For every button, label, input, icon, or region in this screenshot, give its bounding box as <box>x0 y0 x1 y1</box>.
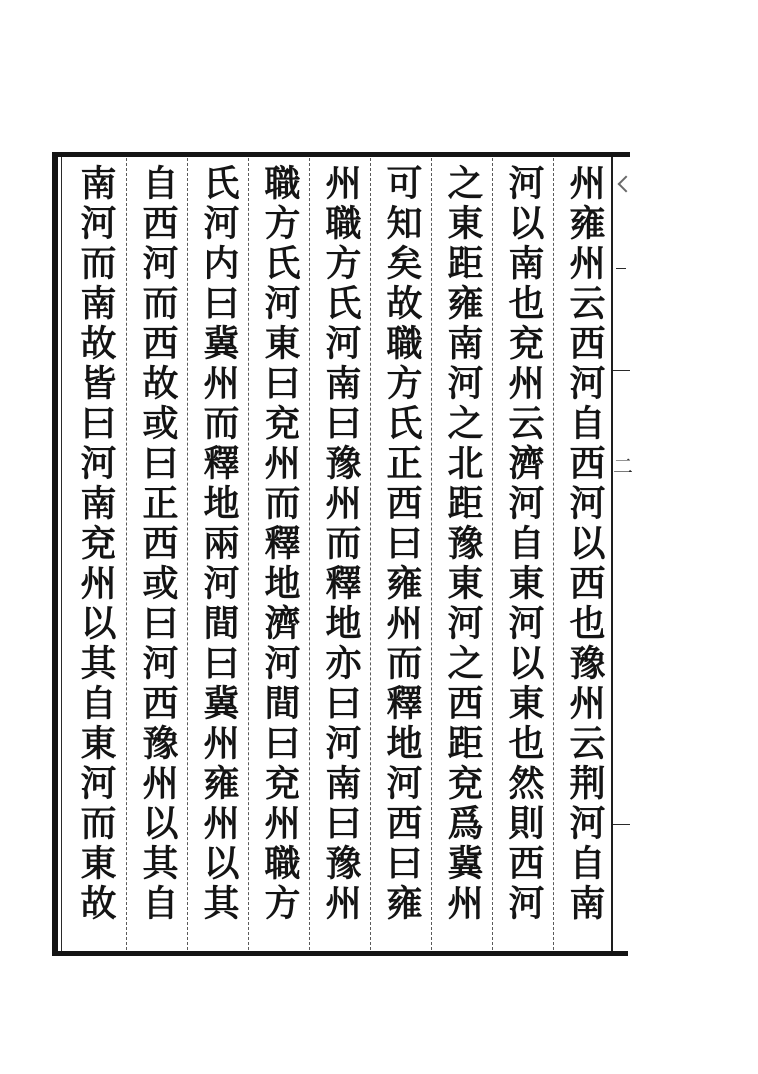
column-divider <box>492 158 493 950</box>
text-column-6: 職方氏河東曰兗州而釋地濟河間曰兗州職方 <box>259 164 301 924</box>
margin-corner-mark <box>618 176 635 193</box>
text-column-5: 州職方氏河南曰豫州而釋地亦曰河南曰豫州 <box>320 164 362 924</box>
margin-rule-upper <box>613 370 630 371</box>
column-divider <box>553 158 554 950</box>
margin-page-number: 二 <box>613 454 633 478</box>
text-column-9: 南河而南故皆曰河南兗州以其自東河而東故 <box>75 164 117 924</box>
frame-left-inner-rule <box>61 157 62 951</box>
text-column-2: 河以南也兗州云濟河自東河以東也然則西河 <box>503 164 545 924</box>
frame-top-border <box>52 152 630 157</box>
frame-left-border <box>52 152 58 956</box>
text-column-7: 氏河内曰冀州而釋地兩河間曰冀州雍州以其 <box>198 164 240 924</box>
text-column-8: 自西河而西故或曰正西或曰河西豫州以其自 <box>137 164 179 924</box>
frame-bottom-border <box>52 951 628 956</box>
text-column-1: 州雍州云西河自西河以西也豫州云荆河自南 <box>564 164 606 924</box>
column-divider <box>309 158 310 950</box>
margin-rule-lower <box>613 824 630 825</box>
column-divider <box>187 158 188 950</box>
column-divider <box>370 158 371 950</box>
column-divider <box>248 158 249 950</box>
column-divider <box>431 158 432 950</box>
column-divider <box>126 158 127 950</box>
text-column-3: 之東距雍南河之北距豫東河之西距兗爲冀州 <box>442 164 484 924</box>
frame-right-border <box>611 157 613 951</box>
margin-tick <box>616 268 626 269</box>
text-column-4: 可知矣故職方氏正西曰雍州而釋地河西曰雍 <box>381 164 423 924</box>
